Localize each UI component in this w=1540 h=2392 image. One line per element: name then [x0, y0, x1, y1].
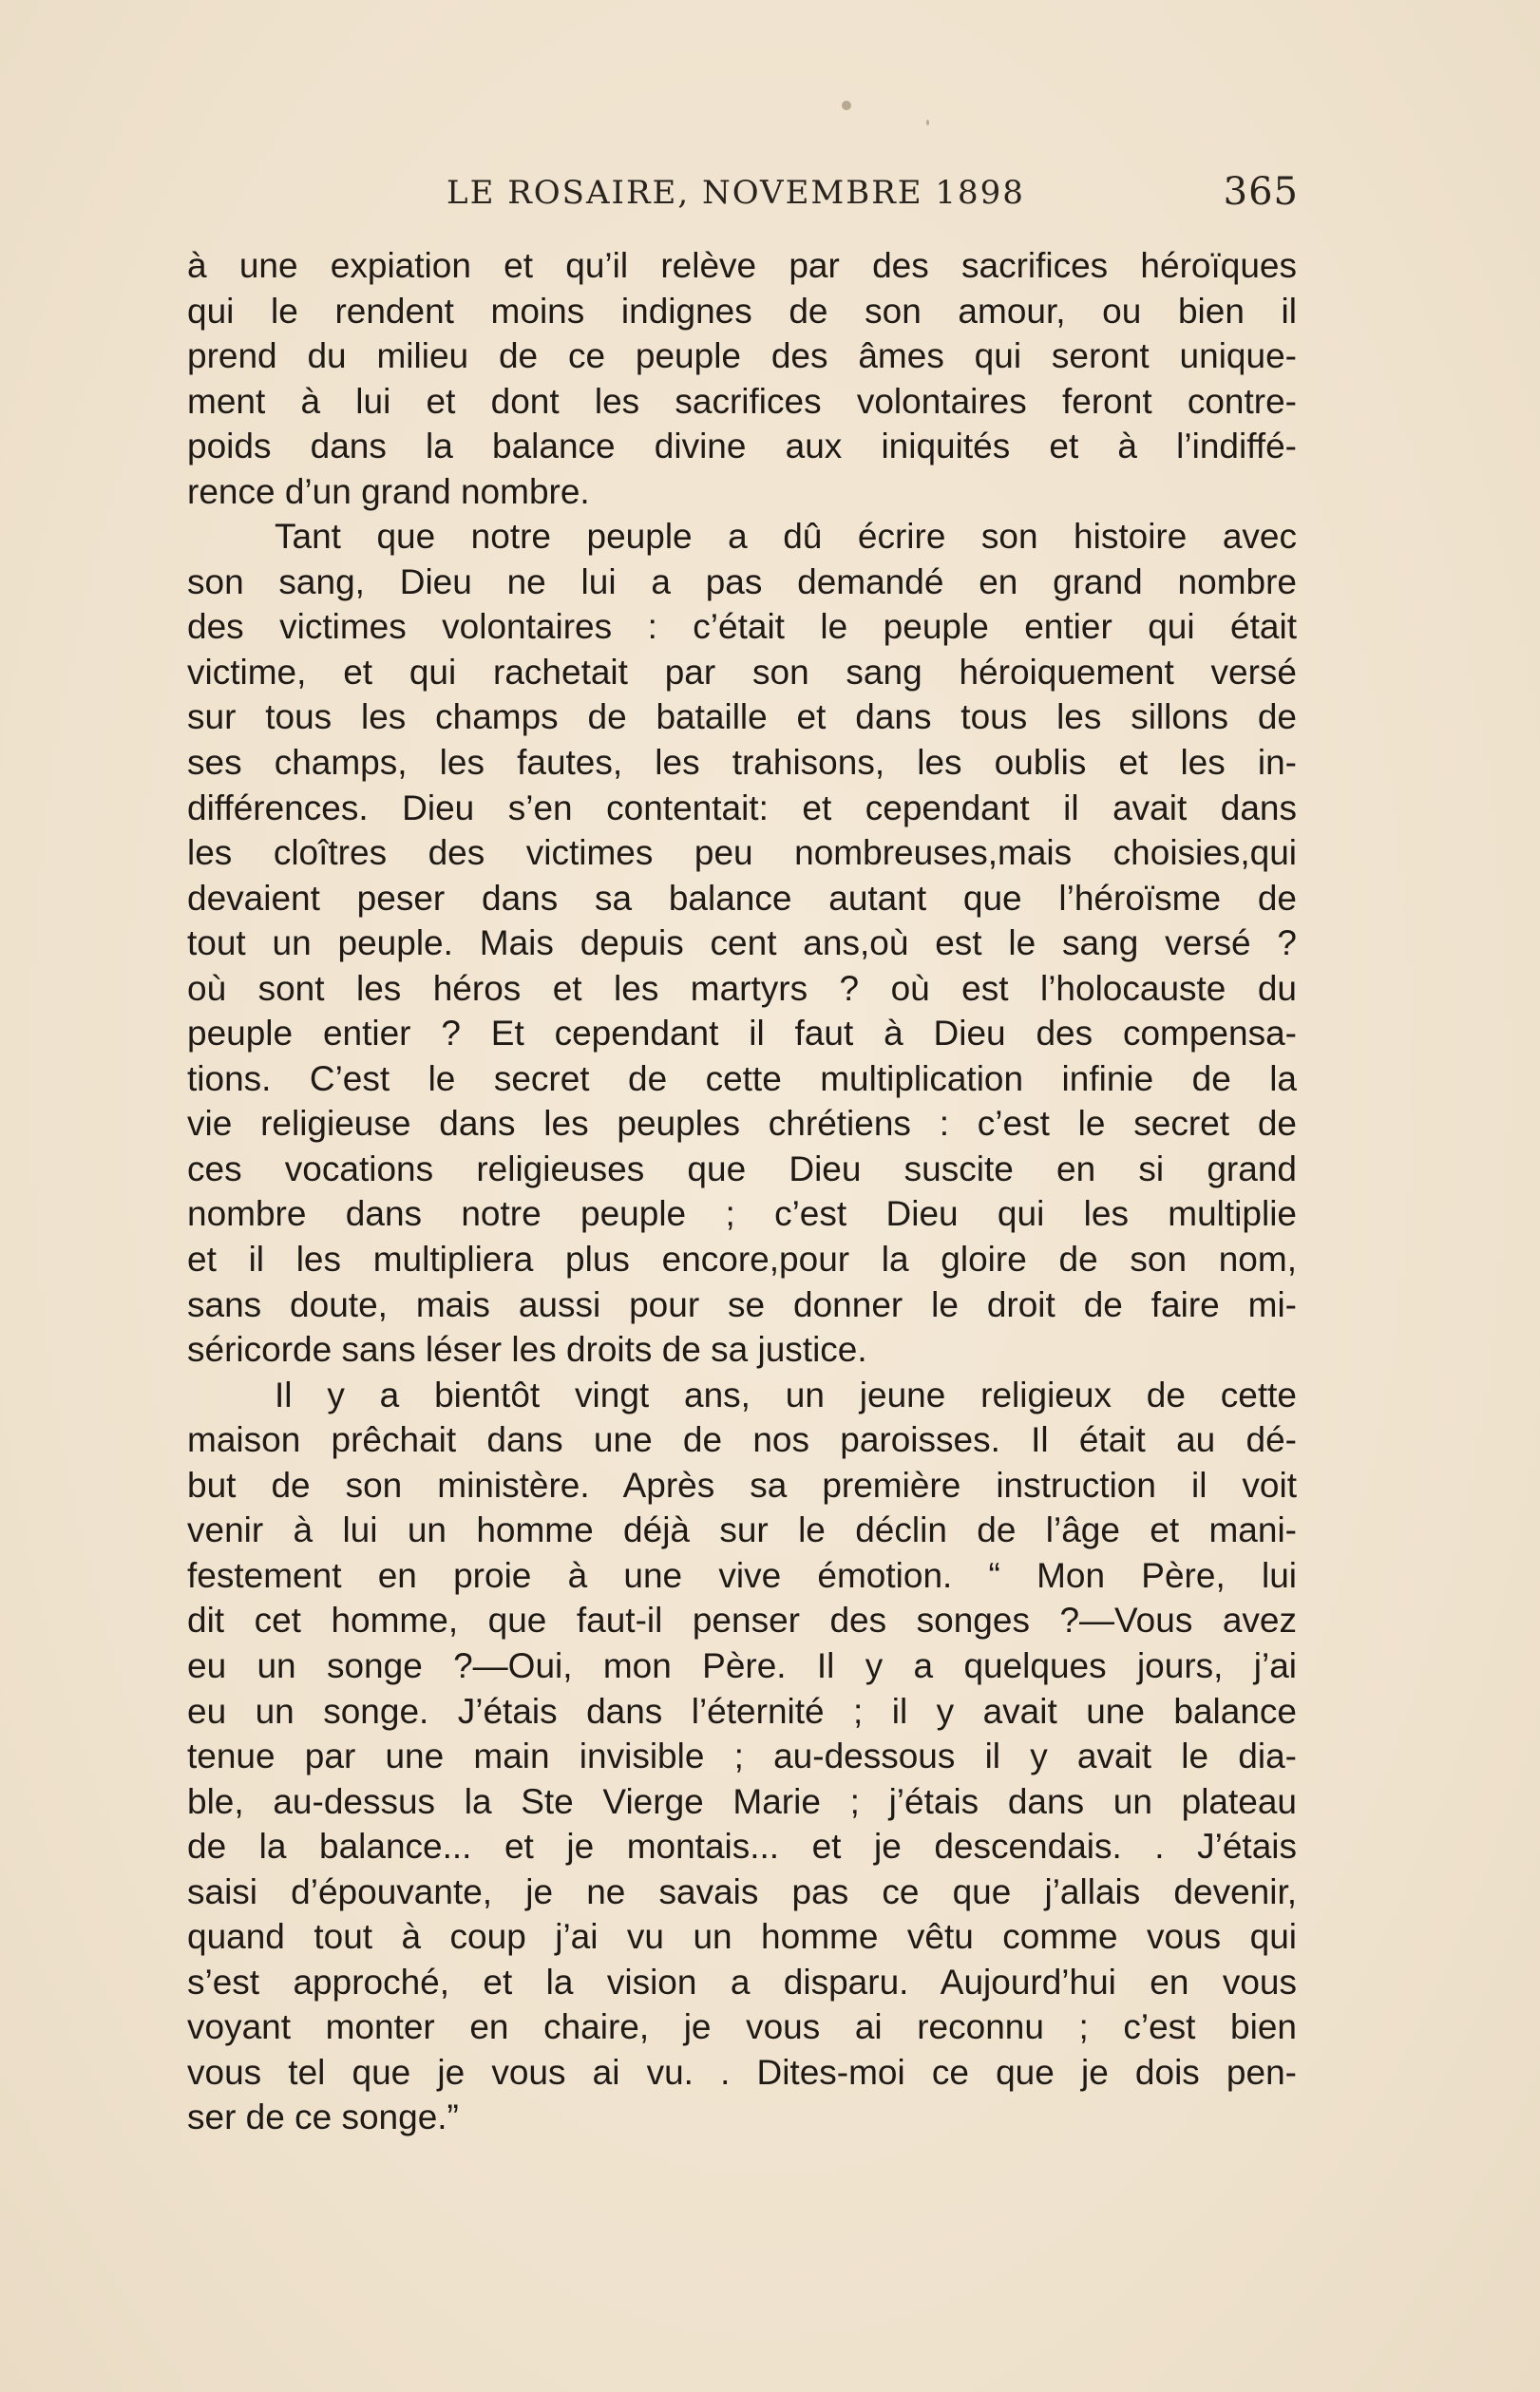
text-line: s’est approché, et la vision a disparu. Aujourd’hui en vous: [187, 1962, 1297, 2002]
text-line: ment à lui et dont les sacrifices volontaires feront contre-: [187, 381, 1297, 421]
text-line: ses champs, les fautes, les trahisons, les oublis et les in-: [187, 743, 1297, 783]
text-line: ser de ce songe.”: [187, 2098, 459, 2137]
paper-speck: [926, 120, 929, 125]
text-line: prend du milieu de ce peuple des âmes qui seront unique-: [187, 336, 1297, 376]
paragraph: [187, 1373, 1297, 2140]
text-line: nombre dans notre peuple ; c’est Dieu qui les multiplie: [187, 1194, 1297, 1234]
paragraph: [187, 514, 1297, 1372]
text-line: quand tout à coup j’ai vu un homme vêtu comme vous qui: [187, 1917, 1297, 1957]
text-line: festement en proie à une vive émotion. “ Mon Père, lui: [187, 1555, 1297, 1595]
running-title: LE ROSAIRE, NOVEMBRE 1898: [447, 174, 1025, 212]
text-line: ble, au-dessus la Ste Vierge Marie ; j’étais dans un plateau: [187, 1781, 1297, 1821]
text-line: saisi d’épouvante, je ne savais pas ce que j’allais devenir,: [187, 1871, 1297, 1911]
text-line: différences. Dieu s’en contentait: et cependant il avait dans: [187, 788, 1297, 827]
text-line: Tant que notre peuple a dû écrire son histoire avec: [275, 517, 1297, 557]
text-line: vie religieuse dans les peuples chrétiens : c’est le secret de: [187, 1104, 1297, 1144]
page-number: 365: [1223, 170, 1299, 214]
text-line: où sont les héros et les martyrs ? où est l’holocauste du: [187, 968, 1297, 1008]
text-line: peuple entier ? Et cependant il faut à Dieu des compensa-: [187, 1014, 1297, 1054]
paragraph: [187, 243, 1297, 514]
text-line: et il les multipliera plus encore,pour la gloire de son nom,: [187, 1240, 1297, 1280]
text-line: devaient peser dans sa balance autant que l’héroïsme de: [187, 878, 1297, 918]
text-line: poids dans la balance divine aux iniquités et à l’indiffé-: [187, 427, 1297, 466]
text-line: voyant monter en chaire, je vous ai reconnu ; c’est bien: [187, 2007, 1297, 2047]
text-line: qui le rendent moins indignes de son amour, ou bien il: [187, 291, 1297, 331]
text-line: les cloîtres des victimes peu nombreuses,mais choisies,qui: [187, 833, 1297, 873]
text-line: tout un peuple. Mais depuis cent ans,où est le sang versé ?: [187, 923, 1297, 963]
text-line: à une expiation et qu’il relève par des sacrifices héroïques: [187, 246, 1297, 285]
text-line: séricorde sans léser les droits de sa justice.: [187, 1330, 867, 1370]
text-line: but de son ministère. Après sa première instruction il voit: [187, 1465, 1297, 1505]
text-line: tenue par une main invisible ; au-dessous il y avait le dia-: [187, 1737, 1297, 1776]
text-line: venir à lui un homme déjà sur le déclin de l’âge et mani-: [187, 1510, 1297, 1550]
text-line: vous tel que je vous ai vu. . Dites-moi ce que je dois pen-: [187, 2052, 1297, 2092]
text-line: rence d’un grand nombre.: [187, 471, 590, 511]
text-line: maison prêchait dans une de nos paroisses. Il était au dé-: [187, 1420, 1297, 1460]
text-line: sans doute, mais aussi pour se donner le droit de faire mi-: [187, 1284, 1297, 1324]
text-line: Il y a bientôt vingt ans, un jeune religieux de cette: [275, 1375, 1297, 1414]
body-text: [187, 243, 1297, 2140]
paper-speck: [842, 101, 851, 110]
text-line: des victimes volontaires : c’était le peuple entier qui était: [187, 607, 1297, 647]
text-line: victime, et qui rachetait par son sang héroiquement versé: [187, 652, 1297, 692]
text-line: son sang, Dieu ne lui a pas demandé en grand nombre: [187, 561, 1297, 601]
text-line: dit cet homme, que faut-il penser des songes ?—Vous avez: [187, 1601, 1297, 1641]
text-line: de la balance... et je montais... et je descendais. . J’étais: [187, 1827, 1297, 1867]
text-line: tions. C’est le secret de cette multiplication infinie de la: [187, 1058, 1297, 1098]
text-line: sur tous les champs de bataille et dans tous les sillons de: [187, 697, 1297, 737]
text-line: eu un songe. J’étais dans l’éternité ; il y avait une balance: [187, 1691, 1297, 1731]
text-line: ces vocations religieuses que Dieu suscite en si grand: [187, 1149, 1297, 1188]
text-line: eu un songe ?—Oui, mon Père. Il y a quelques jours, j’ai: [187, 1645, 1297, 1685]
running-head: [447, 166, 1302, 223]
